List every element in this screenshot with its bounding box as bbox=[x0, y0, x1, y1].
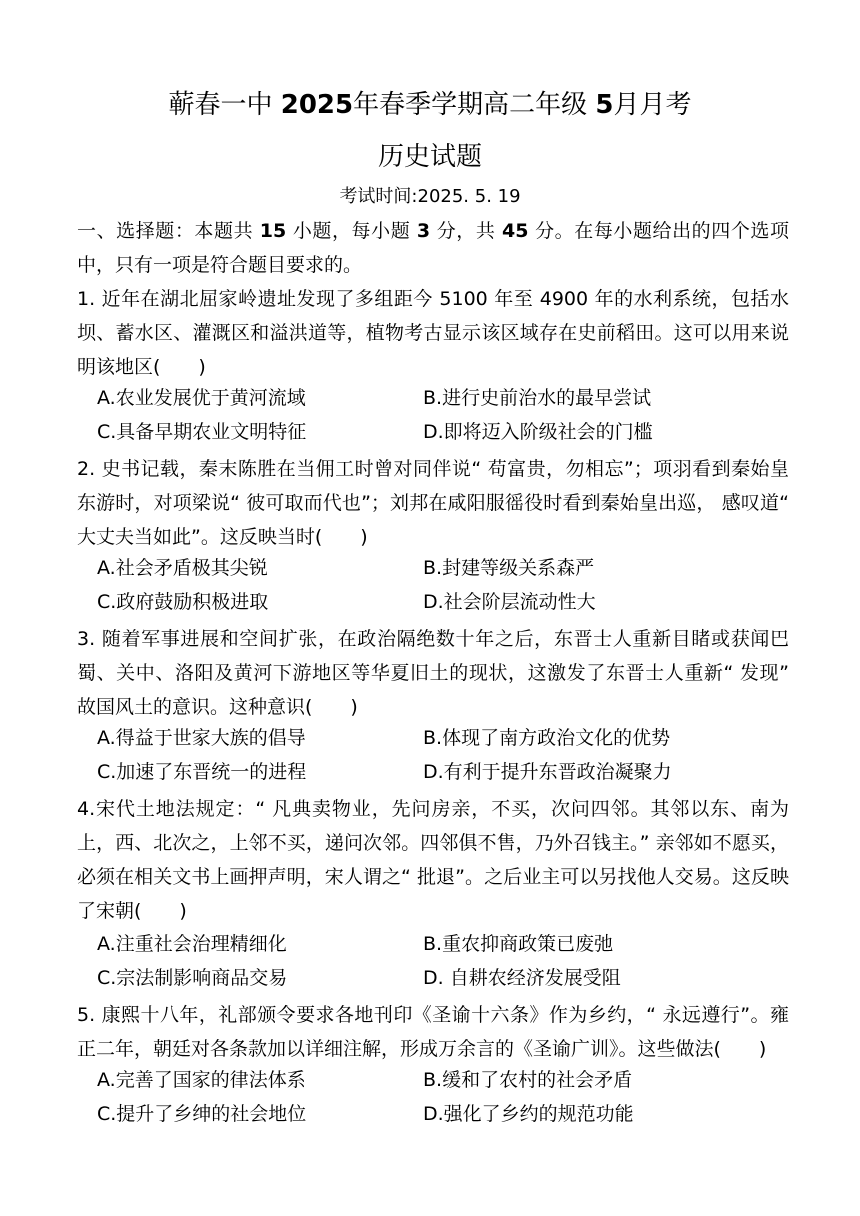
subject-title: 历史试题 bbox=[377, 142, 482, 172]
section-text-2: 小题，每小题 bbox=[286, 220, 417, 242]
points-each: 3 bbox=[416, 220, 431, 242]
option-c: C.提升了乡绅的社会地位 bbox=[97, 1103, 307, 1125]
option-d: D.有利于提升东晋政治凝聚力 bbox=[423, 761, 672, 783]
section-text-3: 分，共 bbox=[430, 220, 503, 242]
question-4-stem: 4.宋代土地法规定：“ 凡典卖物业，先问房亲，不买，次问四邻。其邻以东、南为上，西、北次之，上邻不买，递问次邻。四邻俱不售，乃外召钱主。” 亲邻如不愿买，必须在相关文书上画押声明，宋人谓之“ 批退”。之后业主可以另找他人交易。这反映了宋朝( ) bbox=[77, 798, 789, 922]
title-part-2: 年春季学期高二年级 bbox=[353, 90, 596, 120]
title-month: 5 bbox=[595, 90, 614, 120]
option-a: A.得益于世家大族的倡导 bbox=[97, 727, 306, 749]
question-5-options-row-1 bbox=[97, 1063, 797, 1097]
total-points: 45 bbox=[502, 220, 529, 242]
title-part-3: 月月考 bbox=[613, 90, 692, 120]
option-d: D. 自耕农经济发展受阻 bbox=[423, 967, 621, 989]
exam-time: 考试时间:2025. 5. 19 bbox=[339, 186, 521, 207]
option-a: A.完善了国家的律法体系 bbox=[97, 1069, 306, 1091]
title-part-1: 蕲春一中 bbox=[168, 90, 281, 120]
question-1-options-row-1 bbox=[97, 381, 797, 415]
question-2-options-row-1 bbox=[97, 551, 797, 585]
section-instructions bbox=[77, 214, 789, 282]
question-2-stem: 2. 史书记载，秦末陈胜在当佣工时曾对同伴说“ 苟富贵，勿相忘”；项羽看到秦始皇东游时，对项梁说“ 彼可取而代也”；刘邦在咸阳服徭役时看到秦始皇出巡， 感叹道“ 大丈夫当如此”。这反映当时( ) bbox=[77, 458, 789, 548]
question-2-options-row-2 bbox=[97, 585, 797, 619]
title-year: 2025 bbox=[280, 90, 354, 120]
option-d: D.社会阶层流动性大 bbox=[423, 591, 596, 613]
question-4-options-row-1 bbox=[97, 927, 797, 961]
option-b: B.进行史前治水的最早尝试 bbox=[423, 387, 652, 409]
option-b: B.封建等级关系森严 bbox=[423, 557, 595, 579]
section-text-4: 分。在每小题给出的四个选项中，只有一项是符合题目要求的。 bbox=[77, 220, 789, 276]
exam-title bbox=[0, 88, 860, 122]
question-3-options-row-1 bbox=[97, 721, 797, 755]
option-b: B.缓和了农村的社会矛盾 bbox=[423, 1069, 633, 1091]
option-a: A.社会矛盾极其尖锐 bbox=[97, 557, 268, 579]
question-3-options-row-2 bbox=[97, 755, 797, 789]
question-3-stem: 3. 随着军事进展和空间扩张，在政治隔绝数十年之后，东晋士人重新目睹或获闻巴蜀、关中、洛阳及黄河下游地区等华夏旧土的现状，这激发了东晋士人重新“ 发现” 故国风土的意识。这种意识( ) bbox=[77, 628, 789, 718]
question-count: 15 bbox=[259, 220, 287, 242]
option-a: A.农业发展优于黄河流域 bbox=[97, 387, 306, 409]
option-d: D.强化了乡约的规范功能 bbox=[423, 1103, 634, 1125]
option-d: D.即将迈入阶级社会的门槛 bbox=[423, 421, 653, 443]
section-text-1: 一、选择题：本题共 bbox=[77, 220, 260, 242]
option-b: B.体现了南方政治文化的优势 bbox=[423, 727, 671, 749]
question-5-options-row-2 bbox=[97, 1097, 797, 1131]
question-1-options-row-2 bbox=[97, 415, 797, 449]
option-a: A.注重社会治理精细化 bbox=[97, 933, 287, 955]
question-5-stem: 5. 康熙十八年，礼部颁令要求各地刊印《圣谕十六条》作为乡约，“ 永远遵行”。雍正二年，朝廷对各条款加以详细注解，形成万余言的《圣谕广训》。这些做法( ) bbox=[77, 1004, 789, 1060]
option-c: C.政府鼓励积极进取 bbox=[97, 591, 269, 613]
option-b: B.重农抑商政策已废弛 bbox=[423, 933, 614, 955]
option-c: C.具备早期农业文明特征 bbox=[97, 421, 307, 443]
question-1-stem: 1. 近年在湖北屈家岭遗址发现了多组距今 5100 年至 4900 年的水利系统，包括水坝、蓄水区、灌溉区和溢洪道等，植物考古显示该区域存在史前稻田。这可以用来说明该地区( ) bbox=[77, 288, 789, 378]
question-4-options-row-2 bbox=[97, 961, 797, 995]
option-c: C.加速了东晋统一的进程 bbox=[97, 761, 307, 783]
option-c: C.宗法制影响商品交易 bbox=[97, 967, 288, 989]
